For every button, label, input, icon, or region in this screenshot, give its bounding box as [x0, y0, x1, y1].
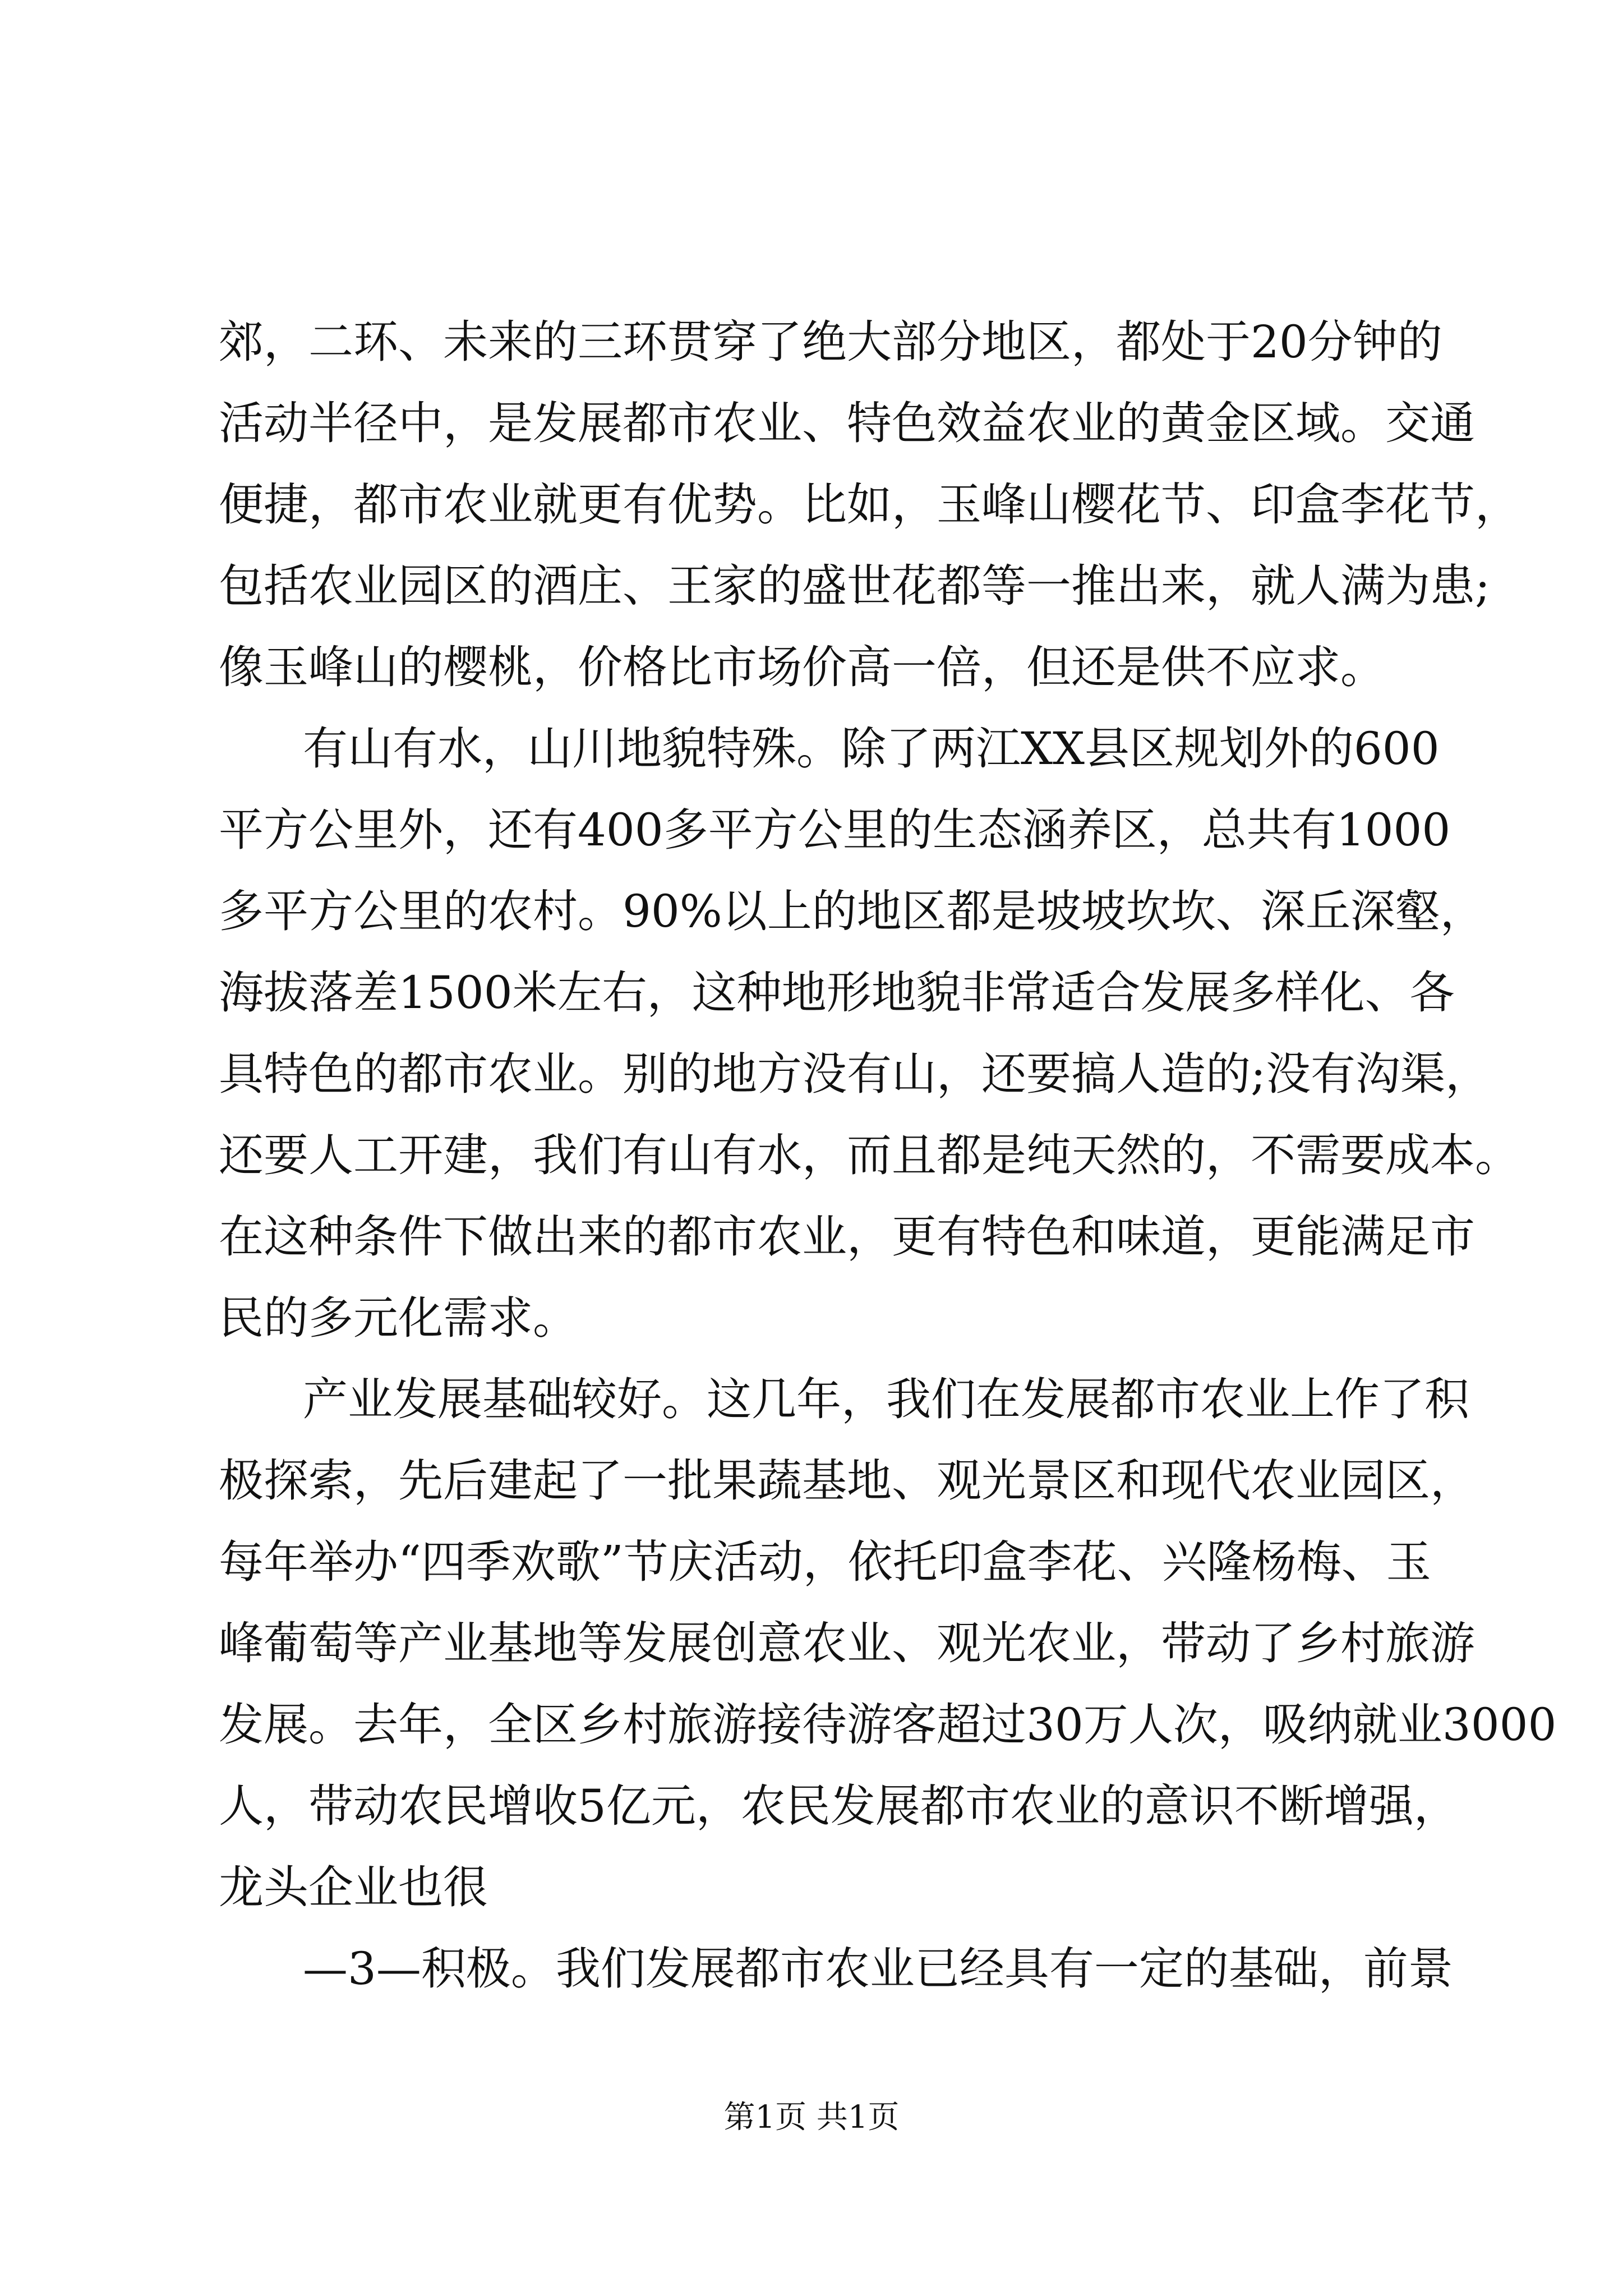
- paragraph-1-line-3: 便捷，都市农业就更有优势。比如，玉峰山樱花节、印盒李花节，: [219, 478, 1520, 531]
- paragraph-3-line-5: 发展。去年，全区乡村旅游接待游客超过30万人次，吸纳就业3000: [219, 1699, 1557, 1751]
- paragraph-2-line-8: 民的多元化需求。: [219, 1292, 578, 1344]
- paragraph-3-line-6: 人，带动农民增收5亿元，农民发展都市农业的意识不断增强，: [219, 1780, 1459, 1832]
- paragraph-2-line-1: 有山有水，山川地貌特殊。除了两江XX县区规划外的600: [303, 723, 1440, 775]
- paragraph-1-line-1: 郊，二环、未来的三环贯穿了绝大部分地区，都处于20分钟的: [219, 316, 1442, 368]
- paragraph-1-line-4: 包括农业园区的酒庄、王家的盛世花都等一推出来，就人满为患;: [219, 560, 1490, 612]
- paragraph-1-line-2: 活动半径中，是发展都市农业、特色效益农业的黄金区域。交通: [219, 397, 1475, 449]
- paragraph-4-line-1: —3—积极。我们发展都市农业已经具有一定的基础，前景: [303, 1943, 1453, 1995]
- paragraph-2-line-5: 具特色的都市农业。别的地方没有山，还要搞人造的;没有沟渠，: [219, 1048, 1490, 1100]
- paragraph-2-line-6: 还要人工开建，我们有山有水，而且都是纯天然的，不需要成本。: [219, 1129, 1520, 1181]
- page-footer: 第1页 共1页: [723, 2099, 900, 2136]
- paragraph-3-line-7: 龙头企业也很: [219, 1861, 488, 1913]
- paragraph-3-line-3: 每年举办“四季欢歌”节庆活动，依托印盒李花、兴隆杨梅、玉: [219, 1536, 1431, 1588]
- paragraph-3-line-2: 极探索，先后建起了一批果蔬基地、观光景区和现代农业园区，: [219, 1455, 1475, 1507]
- paragraph-2-line-7: 在这种条件下做出来的都市农业，更有特色和味道，更能满足市: [219, 1211, 1475, 1263]
- paragraph-2-line-4: 海拔落差1500米左右，这种地形地貌非常适合发展多样化、各: [219, 967, 1455, 1019]
- paragraph-1-line-5: 像玉峰山的樱桃，价格比市场价高一倍，但还是供不应求。: [219, 641, 1385, 693]
- paragraph-3-line-1: 产业发展基础较好。这几年，我们在发展都市农业上作了积: [303, 1373, 1469, 1425]
- paragraph-3-line-4: 峰葡萄等产业基地等发展创意农业、观光农业，带动了乡村旅游: [219, 1617, 1475, 1669]
- paragraph-2-line-3: 多平方公里的农村。90%以上的地区都是坡坡坎坎、深丘深壑，: [219, 885, 1485, 937]
- paragraph-2-line-2: 平方公里外，还有400多平方公里的生态涵养区，总共有1000: [219, 804, 1451, 856]
